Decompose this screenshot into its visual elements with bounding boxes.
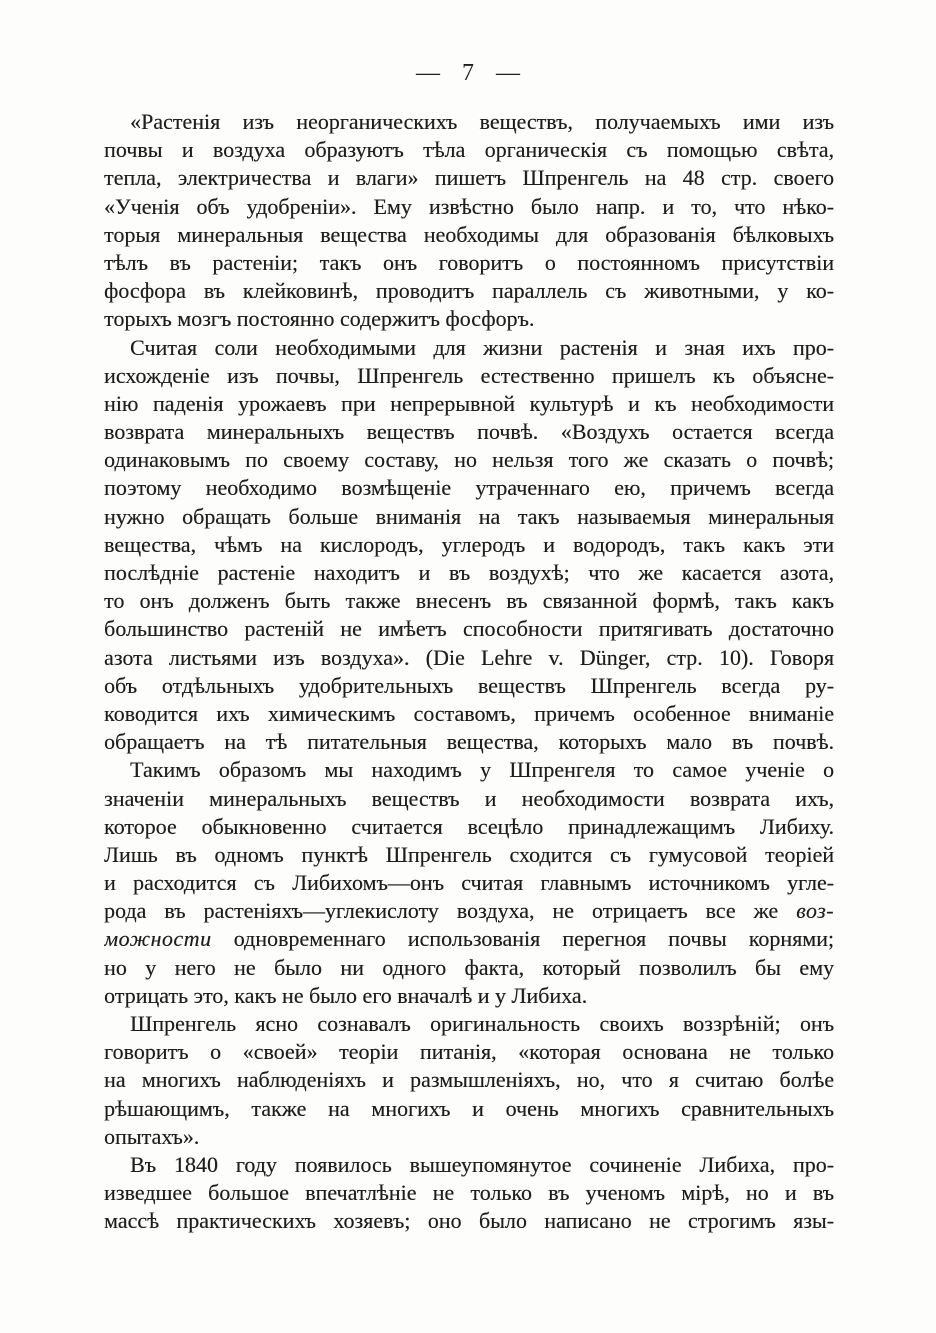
text-line: азота листьями изъ воздуха». (Die Lehre v. Dünger, стр. 10). Говоря <box>104 644 834 670</box>
text-line: послѣдніе растеніе находитъ и въ воздухѣ; что же касается азота, <box>104 560 834 585</box>
italic-text: воз- <box>796 898 834 924</box>
text-line: на многихъ наблюденіяхъ и размышленіяхъ, но, что я считаю болѣе <box>104 1067 834 1093</box>
text-line: тепла, электричества и влаги» пишетъ Шпренгель на 48 стр. своего <box>104 165 834 191</box>
text-line: рода въ растеніяхъ—углекислоту воздуха, не отрицаетъ все же воз- <box>104 898 834 924</box>
italic-text: можности <box>104 926 212 952</box>
text-line: массѣ практическихъ хозяевъ; оно было написано не строгимъ язы- <box>104 1208 834 1234</box>
text-line: объ отдѣльныхъ удобрительныхъ веществъ Шпренгель всегда ру- <box>104 672 834 698</box>
text-line: можности одновременнаго использованія перегноя почвы корнями; <box>104 926 834 952</box>
text-line: Въ 1840 году появилось вышеупомянутое сочиненіе Либиха, про- <box>130 1151 834 1177</box>
text-line: Лишь въ одномъ пунктѣ Шпренгель сходится съ гумусовой теоріей <box>104 841 834 867</box>
text-line: поэтому необходимо возмѣщеніе утраченнаго ею, причемъ всегда <box>104 475 834 501</box>
text-line: то онъ долженъ быть также внесенъ въ связанной формѣ, такъ какъ <box>104 588 834 614</box>
text-line: Шпренгель ясно сознавалъ оригинальность своихъ воззрѣній; онъ <box>130 1011 834 1036</box>
text-line: почвы и воздуха образуютъ тѣла органическія съ помощью свѣта, <box>104 137 834 163</box>
text-line: нію паденія урожаевъ при непрерывной культурѣ и къ необходимости <box>104 390 834 416</box>
page-number: — 7 — <box>416 60 520 86</box>
text-line: фосфора въ клейковинѣ, проводитъ параллель съ животными, у ко- <box>104 278 834 304</box>
text-line: отрицать это, какъ не было его вначалѣ и у Либиха. <box>104 982 588 1008</box>
text-line: Такимъ образомъ мы находимъ у Шпренгеля то самое ученіе о <box>130 757 834 783</box>
page-text <box>104 108 834 1236</box>
paragraph <box>104 1151 834 1236</box>
text-line: «Растенія изъ неорганическихъ веществъ, получаемыхъ ими изъ <box>130 109 834 134</box>
text-line: исхожденіе изъ почвы, Шпренгель естественно пришелъ къ объясне- <box>104 362 834 388</box>
text-line: торыхъ мозгъ постоянно содержитъ фосфоръ. <box>104 306 535 332</box>
paragraph <box>104 334 834 757</box>
text-line: опытахъ». <box>104 1123 200 1149</box>
text-line: Считая соли необходимыми для жизни растенія и зная ихъ про- <box>130 334 834 360</box>
text-line: торыя минеральныя вещества необходимы для образованія бѣлковыхъ <box>104 221 834 247</box>
text-line: «Ученія объ удобреніи». Ему извѣстно было напр. и то, что нѣко- <box>104 193 834 219</box>
text-line: и расходится съ Либихомъ—онъ считая главнымъ источникомъ угле- <box>104 870 834 896</box>
text-line: вещества, чѣмъ на кислородъ, углеродъ и водородъ, такъ какъ эти <box>104 531 834 557</box>
text-line: но у него не было ни одного факта, который позволилъ бы ему <box>104 954 834 980</box>
text-line: возврата минеральныхъ веществъ почвѣ. «Воздухъ остается всегда <box>104 419 834 445</box>
text-line: обращаетъ на тѣ питательныя вещества, которыхъ мало въ почвѣ. <box>104 729 834 755</box>
text-line: нужно обращать больше вниманія на такъ называемыя минеральныя <box>104 503 834 529</box>
paragraph <box>104 1010 834 1151</box>
text-line: которое обыкновенно считается всецѣло принадлежащимъ Либиху. <box>104 813 834 839</box>
text-line: тѣлъ въ растеніи; такъ онъ говоритъ о постоянномъ присутствіи <box>104 249 834 275</box>
text-line: значеніи минеральныхъ веществъ и необходимости возврата ихъ, <box>104 785 834 811</box>
text-line: говоритъ о «своей» теоріи питанія, «которая основана не только <box>104 1039 834 1065</box>
paragraph <box>104 756 834 1010</box>
paragraph <box>104 108 834 334</box>
text-line: изведшее большое впечатлѣніе не только въ ученомъ мірѣ, но и въ <box>104 1180 834 1206</box>
text-line: рѣшающимъ, также на многихъ и очень многихъ сравнительныхъ <box>104 1095 834 1121</box>
text-line: одинаковымъ по своему составу, но нельзя того же сказать о почвѣ; <box>104 447 834 473</box>
text-line: большинство растеній не имѣетъ способности притягивать достаточно <box>104 616 834 642</box>
text-line: ководится ихъ химическимъ составомъ, причемъ особенное вниманіе <box>104 700 834 726</box>
